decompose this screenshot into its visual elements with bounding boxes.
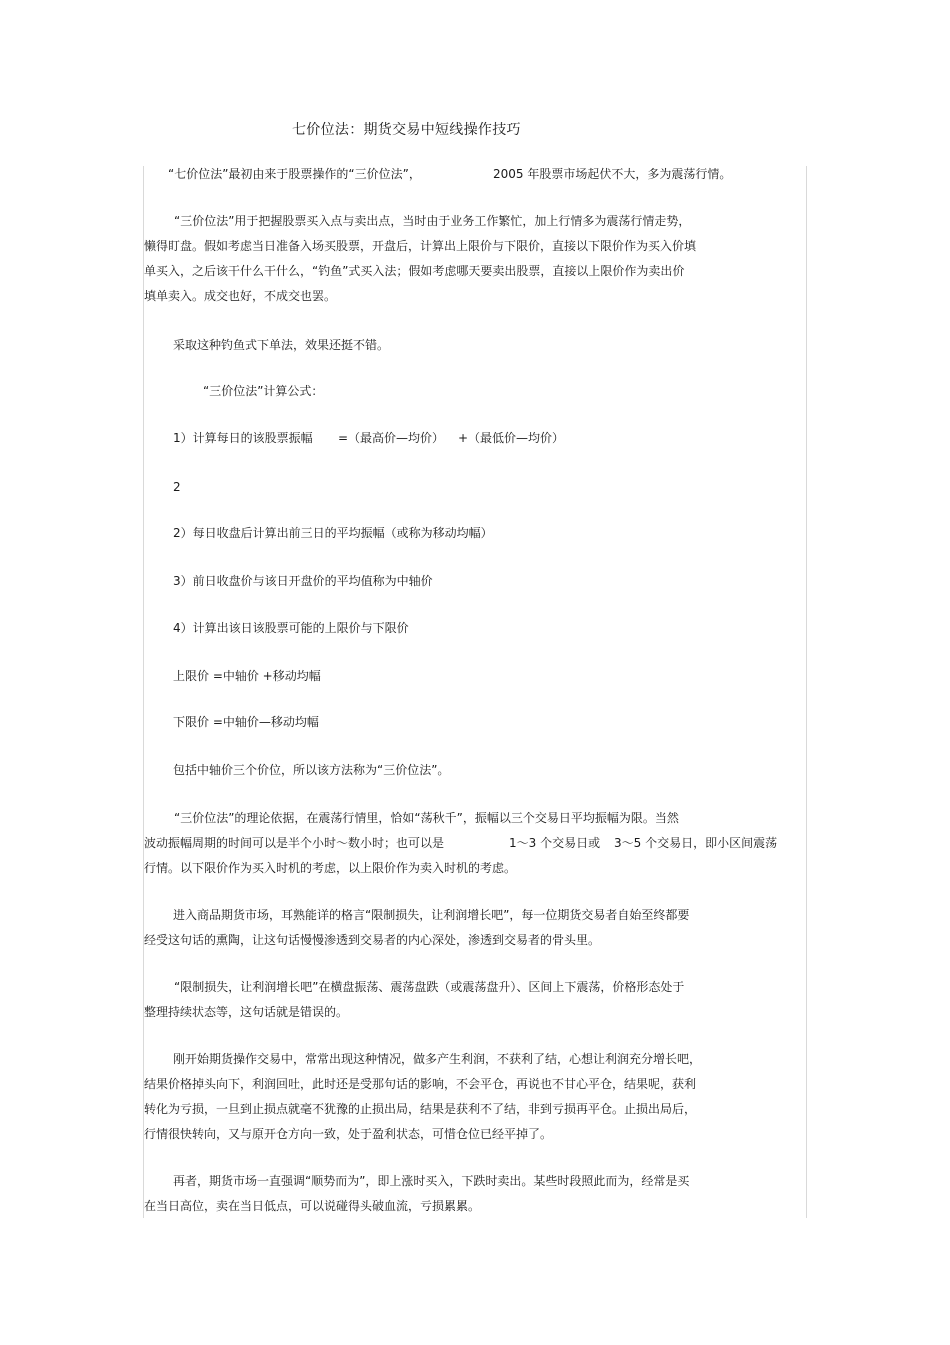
intro-text-part1: “七价位法”最初由来于股票操作的“三价位法”， <box>168 167 421 181</box>
para-enter-line1: 进入商品期货市场，耳熟能详的格言“限制损失，让利润增长吧”，每一位期货交易者自始至终都要 <box>173 908 690 922</box>
para-trend-line1: 再者，期货市场一直强调“顺势而为”，即上涨时买入，下跌时卖出。某些时段照此而为，经常是买 <box>173 1174 690 1188</box>
para-enter-line2: 经受这句话的熏陶，让这句话慢慢渗透到交易者的内心深处，渗透到交易者的骨头里。 <box>144 933 601 947</box>
theory-line2-part3: 3～5 个交易日，即小区间震荡 <box>614 836 778 850</box>
para-limit-line2: 整理持续状态等，这句话就是错误的。 <box>144 1005 349 1019</box>
para-start-line1: 刚开始期货操作交易中，常常出现这种情况，做多产生利润，不获利了结，心想让利润充分增长吧， <box>173 1052 702 1066</box>
left-margin-line <box>143 166 144 1218</box>
para-start-line2: 结果价格掉头向下，利润回吐，此时还是受那句话的影响，不会平仓，再说也不甘心平仓，结果呢，获利 <box>144 1077 697 1091</box>
para-start-line3: 转化为亏损，一旦到止损点就毫不犹豫的止损出局，结果是获利不了结，非到亏损再平仓。止损出局后， <box>144 1102 697 1116</box>
lower-limit-formula: 下限价 =中轴价—移动均幅 <box>173 715 319 729</box>
theory-line2-part2: 1～3 个交易日或 <box>509 836 601 850</box>
step4-text: 4）计算出该日该股票可能的上限价与下限价 <box>173 621 409 635</box>
right-margin-line <box>806 166 807 1218</box>
step1-divisor: 2 <box>173 480 181 494</box>
para1-line4: 填单卖入。成交也好，不成交也罢。 <box>144 289 337 303</box>
upper-limit-formula: 上限价 =中轴价 +移动均幅 <box>173 669 321 683</box>
step3-text: 3）前日收盘价与该日开盘价的平均值称为中轴价 <box>173 574 433 588</box>
para1-line3: 单买入，之后该干什么干什么，“钓鱼”式买入法；假如考虑哪天要卖出股票，直接以上限价作为卖出价 <box>144 264 685 278</box>
three-levels-text: 包括中轴价三个价位，所以该方法称为“三价位法”。 <box>173 763 450 777</box>
document-title: 七价位法：期货交易中短线操作技巧 <box>292 122 521 138</box>
step1-formula-high: =（最高价—均价） <box>338 431 445 445</box>
formula-heading: “三价位法”计算公式： <box>203 384 324 398</box>
intro-text-part2: 2005 年股票市场起伏不大，多为震荡行情。 <box>493 167 732 181</box>
para-limit-line1: “限制损失，让利润增长吧”在横盘振荡、震荡盘跌（或震荡盘升）、区间上下震荡，价格形态处于 <box>174 980 685 994</box>
theory-line1: “三价位法”的理论依据，在震荡行情里，恰如“荡秋千”，振幅以三个交易日平均振幅为限。当然 <box>174 811 679 825</box>
step1-formula-low: +（最低价—均价） <box>458 431 565 445</box>
step2-text: 2）每日收盘后计算出前三日的平均振幅（或称为移动均幅） <box>173 526 493 540</box>
step1-label: 1）计算每日的该股票振幅 <box>173 431 313 445</box>
para1-line2: 懒得盯盘。假如考虑当日准备入场买股票，开盘后，计算出上限价与下限价，直接以下限价作为买入价填 <box>144 239 697 253</box>
theory-line3: 行情。以下限价作为买入时机的考虑，以上限价作为卖入时机的考虑。 <box>144 861 517 875</box>
para2-text: 采取这种钓鱼式下单法，效果还挺不错。 <box>173 338 390 352</box>
theory-line2-part1: 波动振幅周期的时间可以是半个小时～数小时；也可以是 <box>144 836 445 850</box>
para1-line1: “三价位法”用于把握股票买入点与卖出点，当时由于业务工作繁忙，加上行情多为震荡行情走势， <box>174 214 691 228</box>
para-start-line4: 行情很快转向，又与原开仓方向一致，处于盈利状态，可惜仓位已经平掉了。 <box>144 1127 553 1141</box>
para-trend-line2: 在当日高位，卖在当日低点，可以说碰得头破血流，亏损累累。 <box>144 1199 481 1213</box>
